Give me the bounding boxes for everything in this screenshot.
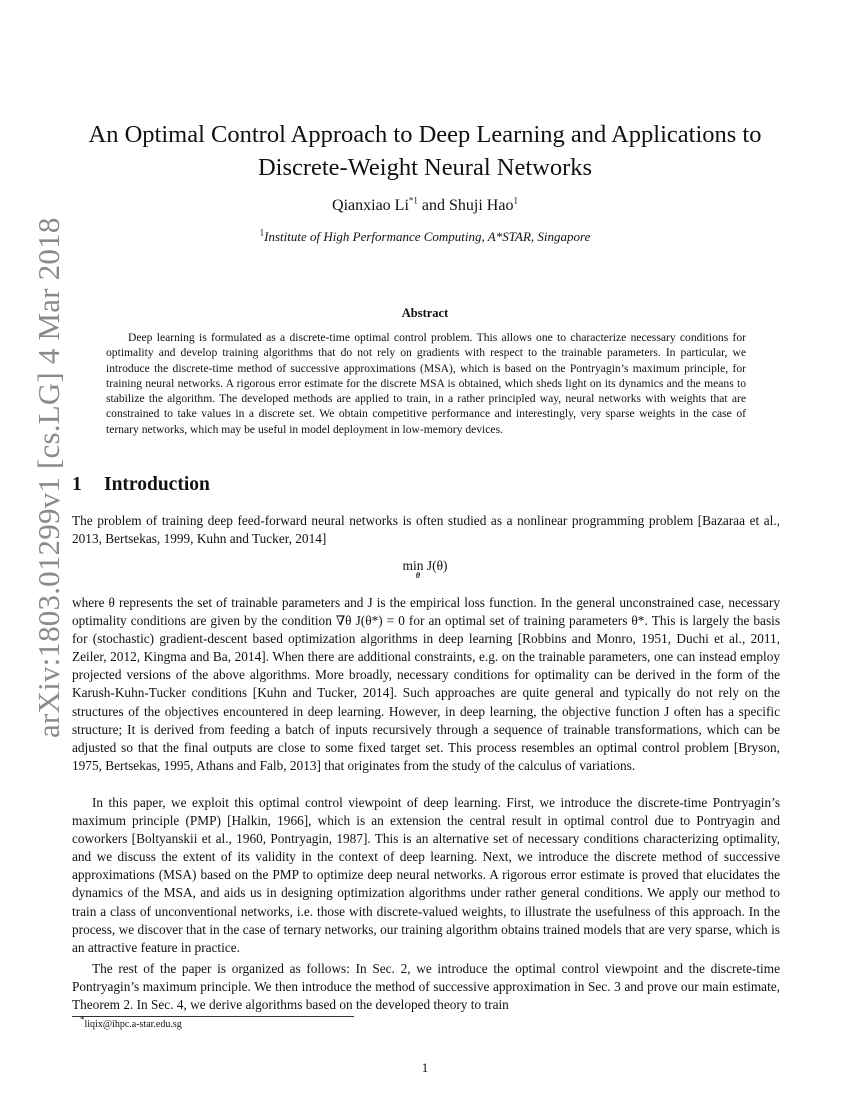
author-conjunction: and bbox=[417, 197, 450, 214]
body-paragraph: In this paper, we exploit this optimal control viewpoint of deep learning. First, we introduce the discrete-time Pontryagin’s maximum principle (PMP) [Halkin, 1966], which is an extension the central result in optimal control due to Pontryagin and coworkers [Boltyanskii et al., 1960, Pontryagin, 1987]. This is an alternative set of necessary conditions characterizing optimality, and we discuss the extent of its validity in the context of deep learning. Next, we introduce the discrete method of successive approximations (MSA) based on the PMP to optimize deep neural networks. A rigorous error estimate is proved that elucidates the dynamics of the MSA, and aids us in designing optimization algorithms under rather general conditions. We apply our method to train a class of unconventional networks, i.e. those with discrete-valued weights, to illustrate the usefulness of this approach. In the process, we discover that in the case of ternary networks, our training algorithm obtains trained models that are very sparse, which is an attractive feature in practice. bbox=[72, 795, 780, 955]
title-line-2: Discrete-Weight Neural Networks bbox=[257, 154, 593, 181]
body-paragraph: The problem of training deep feed-forward neural networks is often studied as a nonlinear programming problem [Bazaraa et al., 2013, Bertsekas, 1999, Kuhn and Tucker, 2014] bbox=[72, 513, 780, 547]
affiliation-mark: 1 bbox=[259, 227, 265, 238]
author-affiliation-mark: *1 bbox=[408, 195, 418, 206]
display-equation bbox=[60, 558, 790, 580]
equation-expression: min J(θ) bbox=[402, 558, 448, 573]
footnote-email[interactable]: liqix@ihpc.a-star.edu.sg bbox=[84, 1019, 182, 1030]
title-line-1: An Optimal Control Approach to Deep Learning and Applications to bbox=[88, 121, 762, 148]
affiliation-text: Institute of High Performance Computing, A*STAR, Singapore bbox=[264, 229, 591, 244]
footnote bbox=[80, 1014, 182, 1030]
author-list bbox=[60, 197, 790, 215]
body-paragraph: where θ represents the set of trainable parameters and J is the empirical loss function. In the general unconstrained case, necessary optimality conditions are given by the condition ∇θ J(θ*) = 0 for an optimal set of training parameters θ*. This is largely the basis for (stochastic) gradient-descent based optimization algorithms in deep learning [Robbins and Monro, 1951, Duchi et al., 2011, Zeiler, 2012, Kingma and Ba, 2014]. When there are additional constraints, e.g. on the trainable parameters, one can instead employ projected versions of the above algorithms. More broadly, necessary conditions for optimality can be derived in the form of the Karush-Kuhn-Tucker conditions [Kuhn and Tucker, 2014]. Such approaches are quite general and typically do not rely on the structures of the objectives encountered in deep learning. However, in deep learning, the objective function J often has a specific structure; It is derived from feeding a batch of inputs recursively through a sequence of trainable transformations, which can be adjusted so that the final outputs are close to some fixed target set. This process resembles an optimal control problem [Bryson, 1975, Bertsekas, 1995, Athans and Falb, 2013] that originates from the study of the calculus of variations. bbox=[72, 595, 780, 773]
equation-subscript: θ bbox=[415, 571, 421, 580]
page-number: 1 bbox=[421, 1060, 429, 1075]
section-heading bbox=[72, 474, 210, 496]
footnote-divider bbox=[72, 1016, 354, 1017]
abstract-heading: Abstract bbox=[401, 306, 449, 320]
section-title: Introduction bbox=[104, 474, 210, 495]
abstract-text: Deep learning is formulated as a discrete-time optimal control problem. This allows one to characterize necessary conditions for optimality and develop training algorithms that do not rely on gradients with respect to the trainable parameters. In particular, we introduce the discrete-time method of successive approximations (MSA), which is based on the Pontryagin’s maximum principle, for training neural networks. A rigorous error estimate for the discrete MSA is obtained, which sheds light on its dynamics and the means to stabilize the algorithm. The developed methods are applied to train, in a rather principled way, neural networks with weights that are constrained to take values in a discrete set. We obtain competitive performance and interestingly, very sparse weights in the case of ternary networks, which may be useful in model deployment in low-memory devices. bbox=[106, 331, 746, 436]
author-name: Qianxiao Li bbox=[332, 197, 409, 214]
section-number: 1 bbox=[72, 474, 82, 495]
author-name: Shuji Hao bbox=[449, 197, 514, 214]
footnote-mark: * bbox=[80, 1014, 85, 1025]
affiliation bbox=[60, 229, 790, 245]
arxiv-identifier-stamp: arXiv:1803.01299v1 [cs.LG] 4 Mar 2018 bbox=[31, 217, 66, 738]
paper-title bbox=[60, 118, 790, 184]
author-affiliation-mark: 1 bbox=[513, 195, 518, 206]
body-paragraph: The rest of the paper is organized as follows: In Sec. 2, we introduce the optimal control viewpoint and the discrete-time Pontryagin’s maximum principle. We then introduce the method of successive approximation in Sec. 3 and prove our main estimate, Theorem 2. In Sec. 4, we derive algorithms based on the developed theory to train bbox=[72, 961, 780, 1013]
